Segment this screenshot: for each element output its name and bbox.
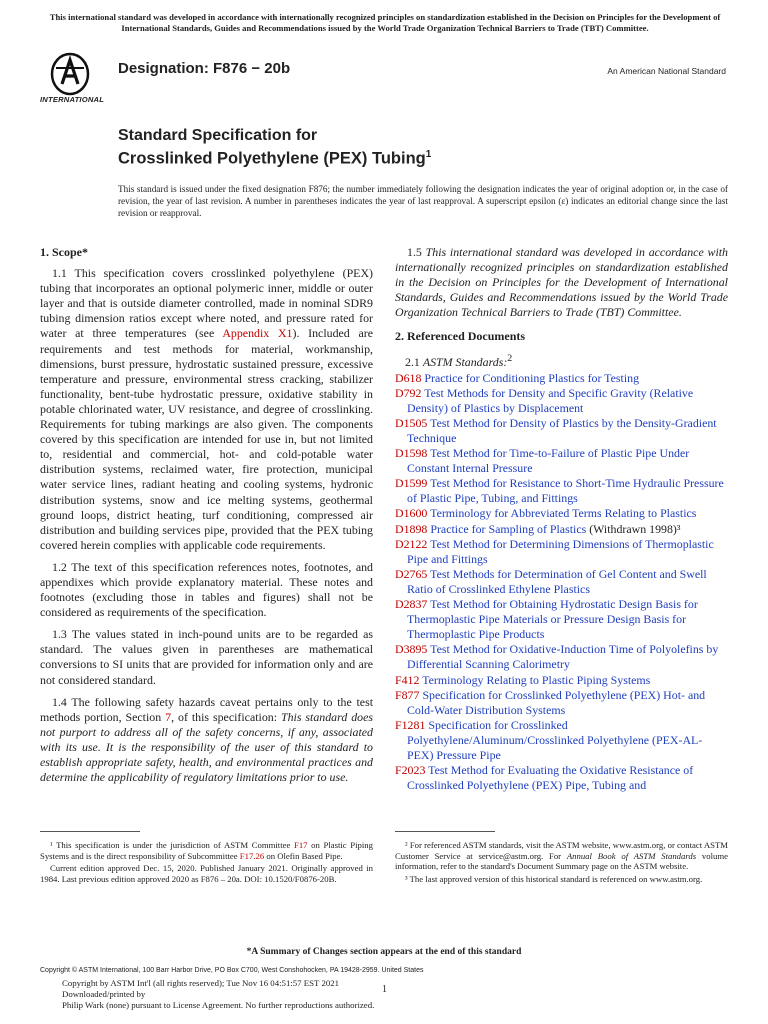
left-column — [40, 245, 373, 792]
reference-item — [395, 386, 728, 416]
subcommittee-f17-26-link[interactable]: F17.26 — [239, 850, 265, 861]
reference-title-link[interactable]: Test Methods for Determination of Gel Content and Swell Ratio of Crosslinked Ethylene Plastics — [407, 566, 707, 596]
designation: Designation: F876 − 20b — [118, 60, 291, 77]
reference-title-link[interactable]: Terminology Relating to Plastic Piping Systems — [422, 672, 651, 687]
page-number: 1 — [382, 984, 387, 995]
reference-title-link[interactable]: Test Method for Density of Plastics by the Density-Gradient Technique — [407, 415, 717, 445]
section-7-link[interactable]: 7 — [165, 709, 172, 724]
reference-item — [395, 371, 728, 386]
scope-1-2: 1.2 The text of this specification references notes, footnotes, and appendixes which provide explanatory material. These notes and footnotes (excluding those in tables and figures) shall not be considered as requirements of the specification. — [40, 559, 373, 620]
reference-title-link[interactable]: Test Method for Evaluating the Oxidative Resistance of Crosslinked Polyethylene (PEX) Pipe, Tubing and — [407, 763, 694, 793]
reference-extra: (Withdrawn 1998)³ — [586, 521, 681, 536]
title-line-1: Standard Specification for — [118, 127, 318, 144]
scope-1-3: 1.3 The values stated in inch-pound units are to be regarded as standard. The values given in parentheses are mathematical conversions to SI units that are provided for information only and are not considered standard. — [40, 627, 373, 687]
title-line-2: Crosslinked Polyethylene (PEX) Tubing$^1$ — [118, 149, 432, 168]
logo-subtitle: INTERNATIONAL — [40, 95, 105, 104]
download-info — [62, 978, 374, 1011]
reference-item — [395, 688, 728, 718]
reference-item — [395, 567, 728, 597]
reference-item — [395, 446, 728, 476]
reference-item — [395, 673, 728, 688]
footnote-2: ² For referenced ASTM standards, visit the ASTM website, www.astm.org, or contact ASTM Customer Service at service@astm.org. For Annual Book of ASTM Standards volume information, refer to the standard's Document Summary page on the ASTM website. — [395, 840, 728, 872]
reference-title-link[interactable]: Test Method for Time-to-Failure of Plastic Pipe Under Constant Internal Pressure — [407, 446, 690, 476]
american-national-standard-label: An American National Standard — [607, 66, 726, 76]
reference-code-link[interactable]: F2023 — [395, 763, 426, 778]
reference-title-link[interactable]: Test Methods for Density and Specific Gravity (Relative Density) of Plastics by Displacement — [407, 385, 694, 415]
referenced-standards-list — [395, 371, 728, 794]
reference-code-link[interactable]: D2765 — [395, 566, 428, 581]
reference-code-link[interactable]: D2122 — [395, 536, 428, 551]
right-column — [395, 245, 728, 793]
reference-code-link[interactable]: D618 — [395, 370, 422, 385]
reference-item — [395, 476, 728, 506]
reference-item — [395, 522, 728, 537]
reference-code-link[interactable]: F1281 — [395, 717, 426, 732]
reference-code-link[interactable]: D1599 — [395, 476, 428, 491]
issue-note: This standard is issued under the fixed designation F876; the number immediately following the designation indicates the year of original adoption or, in the case of revision, the year of last revision. A number in parentheses indicates the year of last reapproval. A superscript epsilon (ε) indicates an editorial change since the last revision or reapproval. — [118, 184, 728, 218]
footnotes-right — [395, 840, 728, 887]
reference-title-link[interactable]: Practice for Conditioning Plastics for Testing — [424, 370, 640, 385]
reference-code-link[interactable]: D1600 — [395, 506, 428, 521]
astm-standards-subheading: 2.1 ASTM Standards:$^2$ — [405, 352, 513, 369]
reference-item — [395, 537, 728, 567]
appendix-x1-link[interactable]: Appendix X1 — [222, 326, 293, 341]
summary-of-changes-note: *A Summary of Changes section appears at the end of this standard — [246, 947, 522, 957]
reference-item — [395, 763, 728, 793]
footnote-1: ¹ This specification is under the jurisdiction of ASTM Committee F17 on Plastic Piping Systems and is the direct responsibility of Subcommittee F17.26 on Olefin Based Pipe. — [40, 840, 373, 861]
reference-title-link[interactable]: Test Method for Resistance to Short-Time Hydraulic Pressure of Plastic Pipe, Tubing, and Fittings — [407, 476, 724, 506]
reference-title-link[interactable]: Test Method for Obtaining Hydrostatic Design Basis for Thermoplastic Pipe Materials or Pressure Design Basis for Thermoplastic Pipe Products — [407, 597, 698, 642]
reference-item — [395, 416, 728, 446]
footnote-1-edition: Current edition approved Dec. 15, 2020. Published January 2021. Originally approved in 1984. Last previous edition approved 2020 as F876 – 20a. DOI: 10.1520/F0876-20B. — [40, 863, 373, 885]
reference-title-link[interactable]: Test Method for Oxidative-Induction Time of Polyolefins by Differential Scanning Calorimetry — [407, 642, 719, 672]
download-line-3: Philip Wark (none) pursuant to License Agreement. No further reproductions authorized. — [62, 1000, 375, 1010]
download-line-2: Downloaded/printed by — [62, 989, 146, 999]
referenced-documents-heading: 2. Referenced Documents — [395, 329, 526, 344]
reference-item — [395, 506, 728, 521]
title-footnote-mark[interactable]: 1 — [425, 149, 432, 160]
reference-code-link[interactable]: D1505 — [395, 415, 428, 430]
reference-code-link[interactable]: F877 — [395, 687, 420, 702]
reference-code-link[interactable]: F412 — [395, 672, 420, 687]
reference-code-link[interactable]: D792 — [395, 385, 422, 400]
download-line-1: Copyright by ASTM Int'l (all rights reserved); Tue Nov 16 04:51:57 EST 2021 — [62, 978, 340, 988]
reference-item — [395, 718, 728, 763]
footnote-3: ³ The last approved version of this historical standard is referenced on www.astm.org. — [405, 874, 703, 885]
reference-code-link[interactable]: D1898 — [395, 521, 428, 536]
copyright-line: Copyright © ASTM International, 100 Barr Harbor Drive, PO Box C700, West Conshohocken, PA 19428-2959. United States — [40, 967, 424, 974]
reference-code-link[interactable]: D3895 — [395, 642, 428, 657]
reference-title-link[interactable]: Specification for Crosslinked Polyethylene/Aluminum/Crosslinked Polyethylene (PEX-AL-PEX) Pressure Pipe — [407, 717, 703, 762]
reference-code-link[interactable]: D1598 — [395, 446, 428, 461]
astm-logo — [40, 50, 110, 108]
reference-item — [395, 642, 728, 672]
reference-title-link[interactable]: Test Method for Determining Dimensions of Thermoplastic Pipe and Fittings — [407, 536, 714, 566]
scope-1-5: 1.5 This international standard was developed in accordance with internationally recognized principles on standardization established in the Decision on Principles for the Development of International Standards, Guides and Recommendations issued by the World Trade Organization Technical Barriers to Trade (TBT) Committee. — [395, 245, 728, 320]
scope-1-1: 1.1 This specification covers crosslinked polyethylene (PEX) tubing that incorporates an optional polymeric inner, middle or outer layer and that is outside diameter controlled, made in nominal SDR9 tubing dimension ratios except where noted, and pressure rated for water at three temperatures (see Appendix X1). Included are requirements and test methods for material, workmanship, dimensions, burst pressure, hydrostatic sustained pressure, excessive temperature and pressure, environmental stress cracking, stabilizer functionality, bent-tube hydrostatic pressure, oxidative stability in potable chlorinated water, UV resistance, and degree of crosslinking. Requirements for tubing markings are also given. The components covered by this specification are intended for use in, but not limited to, residential and commercial, hot- and cold-potable water distribution systems, reclaimed water, fire protection, municipal water service lines, radiant heating and cooling systems, hydronic distribution systems, snow and ice melting systems, geothermal ground loops, district heating, turf conditioning, compressed air distribution and building services pipe, provided that the PEX tubing covered herein complies with applicable code requirements. — [40, 266, 373, 552]
scope-heading: 1. Scope* — [40, 245, 88, 259]
top-notice: This international standard was developed in accordance with internationally recognized principles on standardization established in the Decision on Principles for the Development of International Standards, Guides and Recommendations issued by the World Trade Organization Technical Barriers to Trade (TBT) Committee. — [49, 12, 721, 33]
footnote-divider-left — [40, 831, 140, 832]
reference-title-link[interactable]: Specification for Crosslinked Polyethylene (PEX) Hot- and Cold-Water Distribution Systems — [407, 687, 706, 717]
committee-f17-link[interactable]: F17 — [293, 840, 308, 850]
footnote-divider-right — [395, 831, 495, 832]
reference-title-link[interactable]: Practice for Sampling of Plastics — [430, 521, 587, 536]
footnote-2-mark[interactable]: 2 — [507, 352, 513, 364]
reference-title-link[interactable]: Terminology for Abbreviated Terms Relating to Plastics — [430, 506, 697, 521]
document-title — [118, 126, 431, 169]
reference-item — [395, 597, 728, 642]
footnotes-left — [40, 840, 373, 887]
scope-1-4: 1.4 The following safety hazards caveat pertains only to the test methods portion, Section 7, of this specification: This standard does not purport to address all of the safety concerns, if any, associated with its use. It is the responsibility of the user of this standard to establish appropriate safety, health, and environmental practices and determine the applicability of regulatory limitations prior to use. — [40, 694, 374, 785]
reference-code-link[interactable]: D2837 — [395, 597, 428, 612]
